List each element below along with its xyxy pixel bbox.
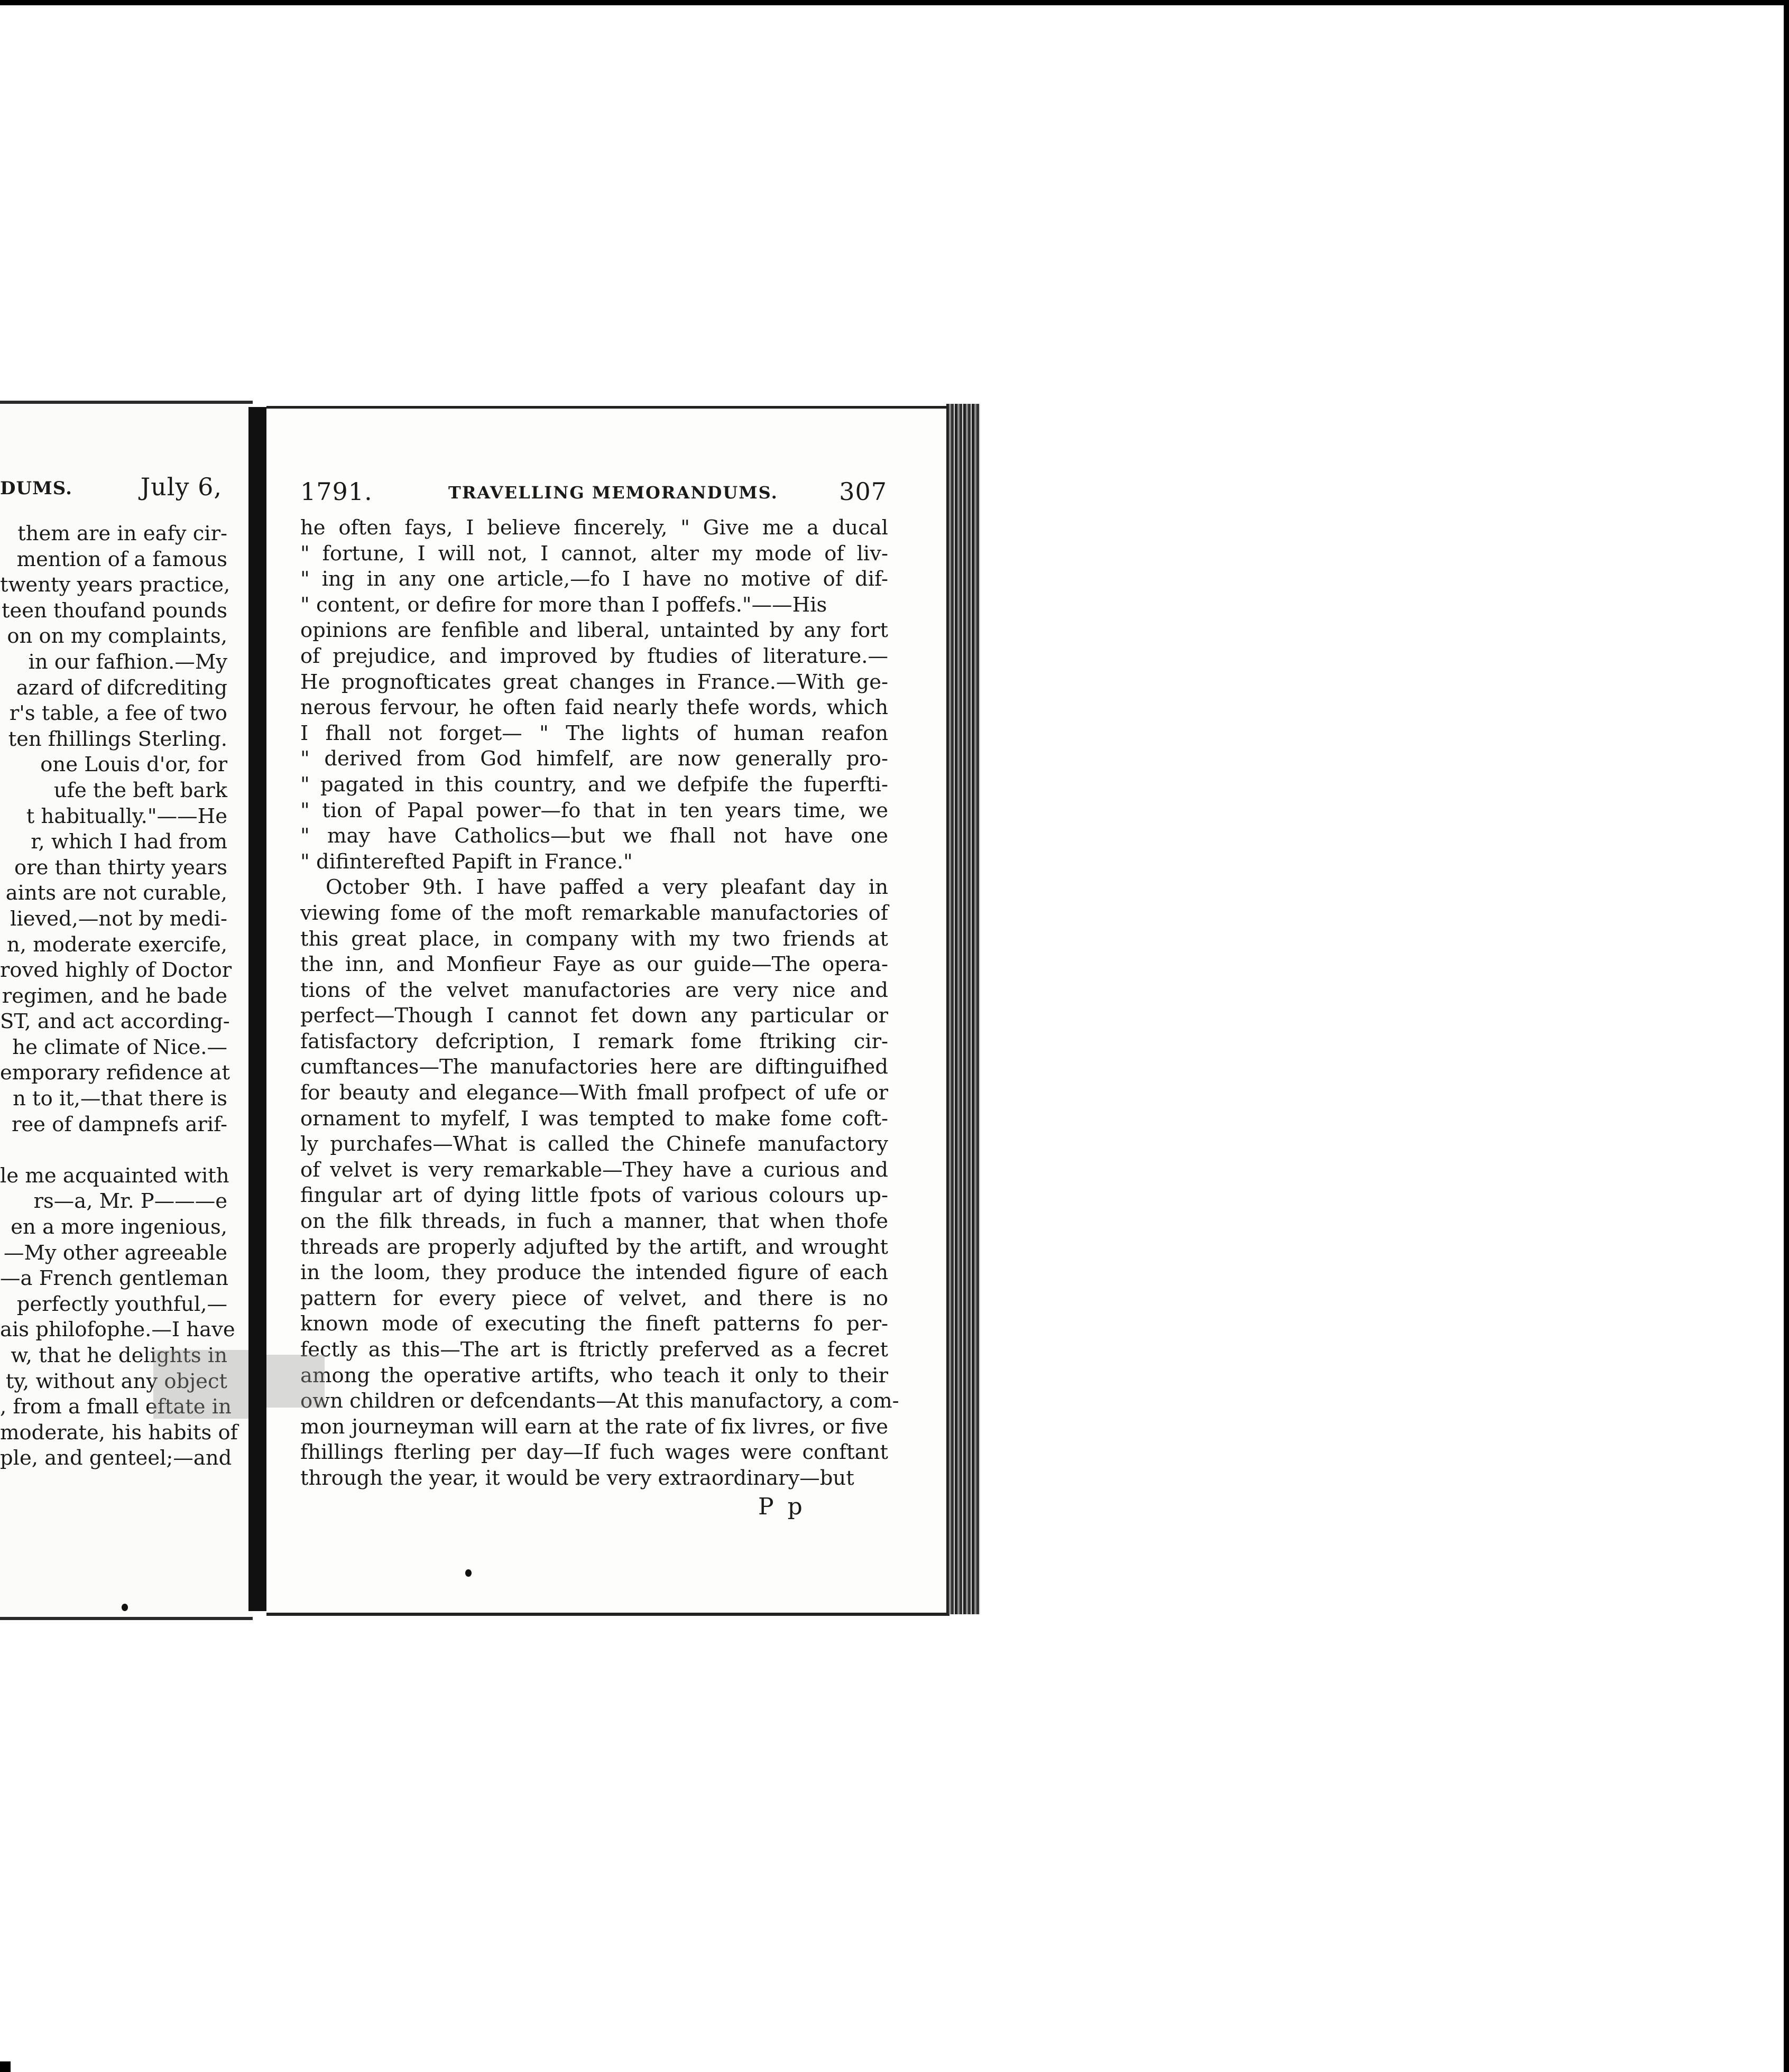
text-line: " content, or defire for more than I poffefs."——His xyxy=(300,593,827,617)
text-line: perfectly youthful,— xyxy=(16,1292,227,1316)
running-year: 1791. xyxy=(300,477,373,506)
text-line: emporary refidence at xyxy=(0,1061,230,1085)
text-line: ten fhillings Sterling. xyxy=(8,727,227,751)
text-line: viewing fome of the moft remarkable manufactories of xyxy=(300,901,888,925)
book-page-edges xyxy=(946,404,980,1614)
text-line: n to it,—that there is xyxy=(13,1087,227,1111)
page-stain xyxy=(153,1350,253,1419)
text-line: ais philofophe.—I have xyxy=(0,1318,235,1342)
scan-border-right xyxy=(1784,0,1789,2072)
text-line: ornament to myfelf, I was tempted to make fome coft- xyxy=(300,1106,888,1131)
scan-corner-mark xyxy=(0,2061,11,2072)
text-line: rs—a, Mr. P———e xyxy=(33,1189,227,1214)
text-line: " pagated in this country, and we defpife the fuperfti- xyxy=(300,772,888,797)
text-line: " derived from God himfelf, are now generally pro- xyxy=(300,747,888,771)
text-line: " ing in any one article,—fo I have no motive of dif- xyxy=(300,567,888,591)
text-line: ty, without any object xyxy=(5,1369,227,1393)
text-line: aints are not curable, xyxy=(5,881,227,905)
text-line: " may have Catholics—but we fhall not have one xyxy=(300,824,888,848)
text-line: opinions are fenfible and liberal, untainted by any fort xyxy=(300,618,888,643)
right-running-head xyxy=(300,477,887,514)
text-line: them are in eafy cir- xyxy=(17,522,227,545)
left-running-title: DUMS. xyxy=(0,478,72,499)
text-line: t habitually."——He xyxy=(26,804,227,828)
text-line: own children or defcendants—At this manufactory, a com- xyxy=(300,1389,899,1413)
text-line: October 9th. I have paffed a very pleafant day in xyxy=(326,875,888,900)
text-line: the inn, and Monfieur Faye as our guide—The opera- xyxy=(300,952,888,977)
text-line: He prognofticates great changes in France.—With ge- xyxy=(300,670,888,694)
left-page xyxy=(0,401,253,1620)
text-line: in the loom, they produce the intended figure of each xyxy=(300,1261,888,1285)
text-line: I fhall not forget— " The lights of human reafon xyxy=(300,721,888,745)
text-line: " tion of Papal power—fo that in ten years time, we xyxy=(300,798,888,822)
scan-border-top xyxy=(0,0,1789,5)
text-line: through the year, it would be very extraordinary—but xyxy=(300,1466,854,1490)
text-line: ple, and genteel;—and xyxy=(0,1446,232,1470)
text-line xyxy=(0,1137,227,1163)
page-number: 307 xyxy=(839,477,887,506)
text-line: among the operative artifts, who teach it only to their xyxy=(300,1363,888,1388)
ink-speck xyxy=(465,1569,472,1577)
text-line: teen thoufand pounds xyxy=(1,598,227,623)
right-page-text xyxy=(300,515,899,1492)
text-line: ST, and act according- xyxy=(0,1010,230,1034)
text-line: ufe the beft bark xyxy=(53,778,227,802)
left-running-date: July 6, xyxy=(140,473,222,501)
text-line: —a French gentleman xyxy=(0,1266,229,1291)
text-line: w, that he delights in xyxy=(11,1344,227,1367)
text-line: nerous fervour, he often faid nearly thefe words, which xyxy=(300,696,888,720)
text-line: " difinterefted Papift in France." xyxy=(300,849,633,874)
text-line: en a more ingenious, xyxy=(11,1215,227,1240)
text-line: perfect—Though I cannot fet down any particular or xyxy=(300,1004,888,1028)
text-line: in our fafhion.—My xyxy=(28,650,227,674)
ink-speck xyxy=(122,1604,128,1611)
text-line: fhillings fterling per day—If fuch wages were conftant xyxy=(300,1440,888,1465)
text-line: moderate, his habits of xyxy=(0,1420,238,1445)
text-line: fectly as this—The art is ftrictly preferved as a fecret xyxy=(300,1338,888,1362)
text-line: le me acquainted with xyxy=(0,1163,229,1188)
signature-mark: P p xyxy=(758,1493,806,1520)
text-line: ore than thirty years xyxy=(14,855,227,880)
text-line: " fortune, I will not, I cannot, alter my mode of liv- xyxy=(300,541,888,566)
text-line: regimen, and he bade xyxy=(2,984,227,1008)
text-line: known mode of executing the fineft patterns fo per- xyxy=(300,1312,888,1336)
text-line: , from a fmall eftate in xyxy=(0,1395,232,1419)
running-title: TRAVELLING MEMORANDUMS. xyxy=(448,483,778,503)
text-line: roved highly of Doctor xyxy=(0,958,232,983)
text-line: of velvet is very remarkable—They have a curious and xyxy=(300,1158,888,1182)
right-page xyxy=(266,406,949,1616)
text-line: mon journeyman will earn at the rate of fix livres, or five xyxy=(300,1414,888,1439)
book-gutter xyxy=(248,407,268,1611)
text-line: of prejudice, and improved by ftudies of literature.— xyxy=(300,644,888,668)
text-line: r's table, a fee of two xyxy=(9,701,227,726)
text-line: n, moderate exercife, xyxy=(6,932,227,957)
text-line: cumftances—The manufactories here are diftinguifhed xyxy=(300,1055,888,1079)
text-line: he often fays, I believe fincerely, " Give me a ducal xyxy=(300,516,888,540)
text-line: for beauty and elegance—With fmall profpect of ufe or xyxy=(300,1081,888,1105)
text-line: ree of dampnefs arif- xyxy=(11,1112,227,1136)
text-line: lieved,—not by medi- xyxy=(10,906,227,931)
text-line: he climate of Nice.— xyxy=(12,1035,227,1059)
text-line: —My other agreeable xyxy=(3,1241,227,1265)
left-running-head xyxy=(0,473,243,510)
text-line: one Louis d'or, for xyxy=(40,753,227,777)
text-line: tions of the velvet manufactories are very nice and xyxy=(300,978,888,1002)
text-line: on on my complaints, xyxy=(7,624,227,649)
text-line: mention of a famous xyxy=(16,547,227,571)
text-line: twenty years practice, xyxy=(0,573,230,597)
page-stain xyxy=(266,1355,325,1408)
text-line: ly purchafes—What is called the Chinefe manufactory xyxy=(300,1132,888,1157)
text-line: pattern for every piece of velvet, and there is no xyxy=(300,1286,888,1310)
text-line: azard of difcrediting xyxy=(16,676,227,700)
text-line: fatisfactory defcription, I remark fome ftriking cir- xyxy=(300,1029,888,1053)
text-line: fingular art of dying little fpots of various colours up- xyxy=(300,1183,888,1208)
left-page-text xyxy=(0,521,238,1472)
text-line: threads are properly adjufted by the artift, and wrought xyxy=(300,1235,888,1259)
text-line: on the filk threads, in fuch a manner, that when thofe xyxy=(300,1209,888,1234)
text-line: this great place, in company with my two friends at xyxy=(300,927,888,951)
text-line: r, which I had from xyxy=(31,830,227,854)
